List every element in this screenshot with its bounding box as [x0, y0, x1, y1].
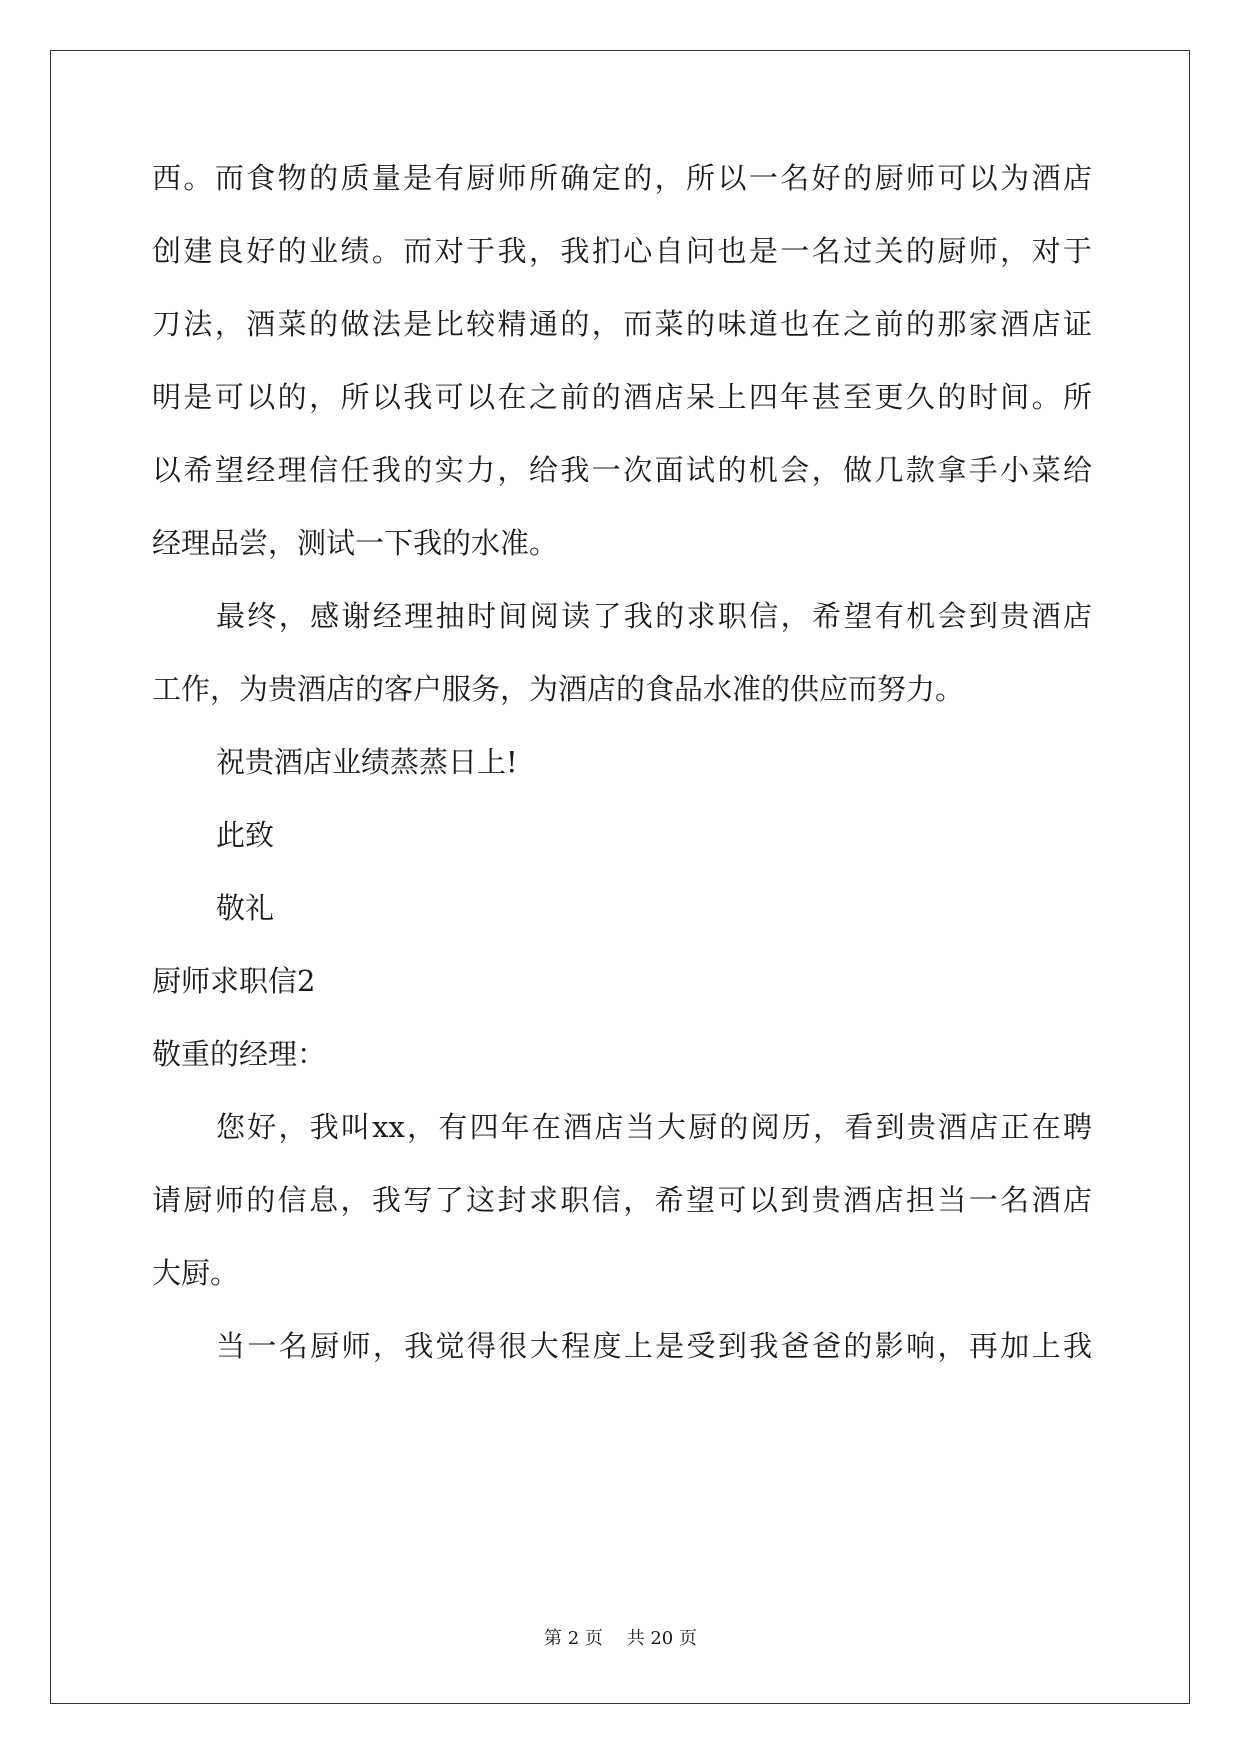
body-line: 大厨。	[152, 1256, 240, 1290]
body-line: 创建良好的业绩。而对于我，我扪心自问也是一名过关的厨师，对于	[152, 234, 1092, 268]
body-line: 刀法，酒菜的做法是比较精通的，而菜的味道也在之前的那家酒店证	[152, 307, 1092, 341]
body-line: 明是可以的，所以我可以在之前的酒店呆上四年甚至更久的时间。所	[152, 380, 1092, 414]
body-line: 当一名厨师，我觉得很大程度上是受到我爸爸的影响，再加上我	[216, 1329, 1092, 1363]
body-line: 请厨师的信息，我写了这封求职信，希望可以到贵酒店担当一名酒店	[152, 1183, 1092, 1217]
letter-greeting: 敬重的经理：	[152, 1037, 327, 1071]
body-line: 您好，我叫xx，有四年在酒店当大厨的阅历，看到贵酒店正在聘	[216, 1110, 1092, 1144]
body-line: 经理品尝，测试一下我的水准。	[152, 526, 559, 560]
closing-wish: 祝贵酒店业绩蒸蒸日上!	[216, 745, 518, 779]
body-line: 最终，感谢经理抽时间阅读了我的求职信，希望有机会到贵酒店	[216, 599, 1092, 633]
closing-regards: 敬礼	[216, 891, 275, 925]
section-title: 厨师求职信2	[152, 964, 316, 998]
page-border	[50, 50, 1190, 1704]
body-line: 以希望经理信任我的实力，给我一次面试的机会，做几款拿手小菜给	[152, 453, 1092, 487]
page-number: 第 2 页 共 20 页	[544, 1628, 697, 1649]
body-line: 西。而食物的质量是有厨师所确定的，所以一名好的厨师可以为酒店	[152, 161, 1092, 195]
body-line: 工作，为贵酒店的客户服务，为酒店的食品水准的供应而努力。	[152, 672, 965, 706]
closing-salutation: 此致	[216, 818, 275, 852]
